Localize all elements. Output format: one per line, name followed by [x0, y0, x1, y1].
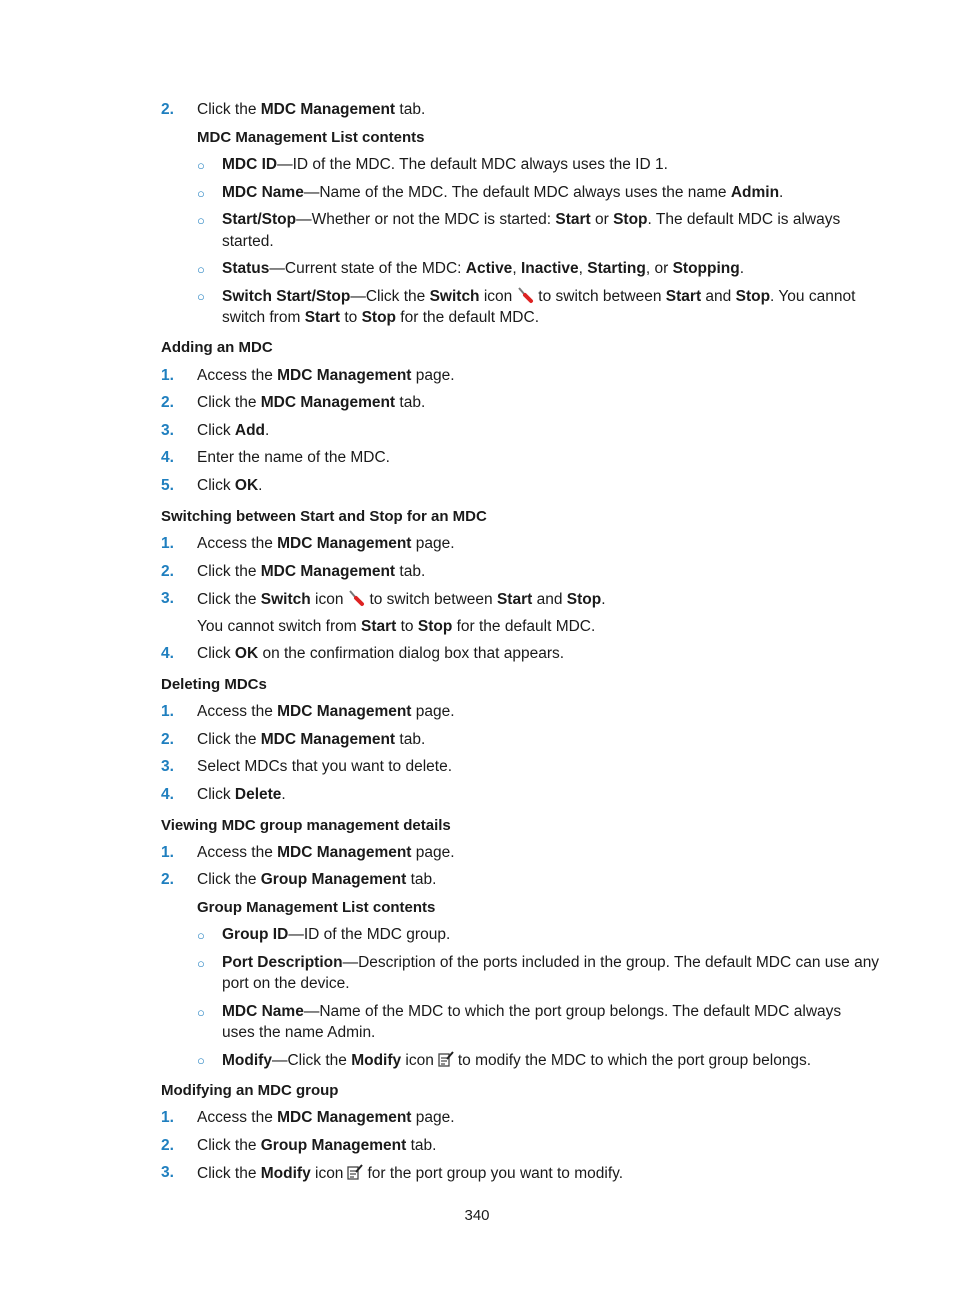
step-number: 2. [161, 101, 174, 118]
step-text: Click Add. [197, 422, 270, 439]
step-text: Access the MDC Management page. [197, 1109, 455, 1126]
step-number: 4. [161, 645, 174, 662]
step-text: Click the MDC Management tab. [197, 563, 426, 580]
step-text: Click OK on the confirmation dialog box that appears. [197, 645, 565, 662]
step-note: You cannot switch from Start to Stop for the default MDC. [197, 618, 596, 635]
bullet-icon: ○ [197, 956, 205, 971]
section-heading-adding: Adding an MDC [161, 339, 273, 356]
step-text: Click OK. [197, 477, 263, 494]
step-number: 2. [161, 1137, 174, 1154]
list-item: MDC Name—Name of the MDC. The default MDC always uses the name Admin. [222, 184, 784, 201]
step-number: 3. [161, 422, 174, 439]
step-number: 1. [161, 367, 174, 384]
step-text: Click Delete. [197, 786, 286, 803]
step-text: Click the MDC Management tab. [197, 731, 426, 748]
step-text: Select MDCs that you want to delete. [197, 758, 453, 775]
list-item: Modify—Click the Modify icon to modify the MDC to which the port group belongs. [222, 1050, 811, 1074]
step-number: 1. [161, 844, 174, 861]
step-number: 5. [161, 477, 174, 494]
bullet-icon: ○ [197, 262, 205, 277]
step-text: Click the Group Management tab. [197, 871, 437, 888]
list-item: Switch Start/Stop—Click the Switch icon to switch between Start and Stop. You cannot [222, 286, 855, 310]
list-item-continuation: uses the name Admin. [222, 1024, 376, 1041]
step-number: 1. [161, 535, 174, 552]
bullet-icon: ○ [197, 213, 205, 228]
bullet-icon: ○ [197, 289, 205, 304]
step-number: 3. [161, 1164, 174, 1181]
section-heading-viewing: Viewing MDC group management details [161, 817, 451, 834]
step-number: 2. [161, 731, 174, 748]
step-number: 1. [161, 1109, 174, 1126]
list-item-continuation: port on the device. [222, 975, 350, 992]
step-text: Click the Switch icon to switch between Start and Stop. [197, 589, 606, 613]
list-item: Port Description—Description of the ports included in the group. The default MDC can use any [222, 954, 880, 971]
step-number: 4. [161, 449, 174, 466]
bullet-icon: ○ [197, 186, 205, 201]
step-number: 3. [161, 758, 174, 775]
modify-icon [437, 1050, 455, 1074]
step-text: Enter the name of the MDC. [197, 449, 390, 466]
step-text: Click the MDC Management tab. [197, 394, 426, 411]
step-number: 2. [161, 871, 174, 888]
list-item: MDC ID—ID of the MDC. The default MDC always uses the ID 1. [222, 156, 668, 173]
step-number: 1. [161, 703, 174, 720]
bullet-icon: ○ [197, 158, 205, 173]
section-heading-deleting: Deleting MDCs [161, 676, 267, 693]
step-text: Click the Group Management tab. [197, 1137, 437, 1154]
step-number: 4. [161, 786, 174, 803]
list-item: Start/Stop—Whether or not the MDC is started: Start or Stop. The default MDC is always [222, 211, 841, 228]
section-heading-modifying: Modifying an MDC group [161, 1082, 339, 1099]
step-text: Access the MDC Management page. [197, 535, 455, 552]
list-item: Group ID—ID of the MDC group. [222, 926, 451, 943]
step-text: Access the MDC Management page. [197, 844, 455, 861]
step-text: Access the MDC Management page. [197, 367, 455, 384]
list-item-continuation: switch from Start to Stop for the default MDC. [222, 309, 540, 326]
list-item-continuation: started. [222, 233, 274, 250]
step-number: 2. [161, 394, 174, 411]
step-text: Access the MDC Management page. [197, 703, 455, 720]
list-item: Status—Current state of the MDC: Active, Inactive, Starting, or Stopping. [222, 260, 745, 277]
page-number: 340 [464, 1207, 490, 1224]
group-list-heading: Group Management List contents [197, 899, 436, 916]
list-item: MDC Name—Name of the MDC to which the port group belongs. The default MDC always [222, 1003, 842, 1020]
mdc-list-heading: MDC Management List contents [197, 129, 425, 146]
section-heading-switching: Switching between Start and Stop for an MDC [161, 508, 487, 525]
step-number: 3. [161, 590, 174, 607]
switch-icon [346, 589, 366, 613]
switch-icon [515, 286, 535, 310]
bullet-icon: ○ [197, 1053, 205, 1068]
step-text: Click the MDC Management tab. [197, 101, 426, 118]
modify-icon [346, 1163, 364, 1187]
bullet-icon: ○ [197, 928, 205, 943]
step-text: Click the Modify icon for the port group you want to modify. [197, 1163, 623, 1187]
bullet-icon: ○ [197, 1005, 205, 1020]
step-number: 2. [161, 563, 174, 580]
